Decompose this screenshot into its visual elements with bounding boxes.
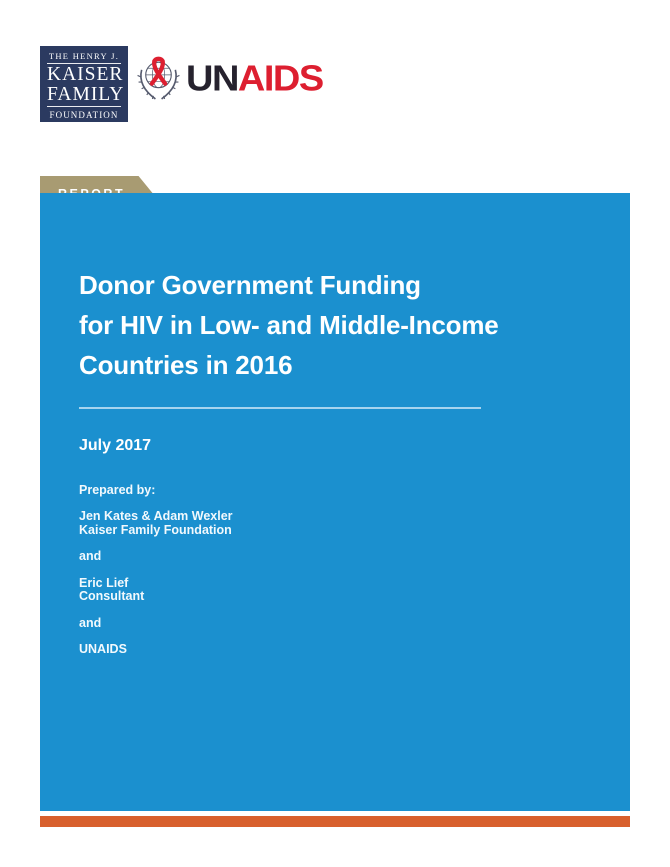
- author-name: Jen Kates & Adam Wexler: [79, 509, 233, 523]
- publication-date: July 2017: [79, 437, 152, 454]
- page-title-line-1: Donor Government Funding: [79, 270, 421, 300]
- title-divider: [79, 407, 481, 409]
- author-block-kff: [79, 510, 590, 537]
- kff-logo: [40, 46, 128, 122]
- author-affiliation: Kaiser Family Foundation: [79, 522, 232, 537]
- page-title: [79, 265, 590, 385]
- kff-logo-line-henry: THE HENRY J.: [47, 51, 121, 64]
- connector-text: and: [79, 549, 102, 563]
- unaids-wordmark: [186, 55, 323, 103]
- cover-panel: [40, 193, 630, 811]
- unaids-wordmark-un: UN: [186, 58, 238, 100]
- author-block-lief: [79, 577, 590, 604]
- author-name: UNAIDS: [79, 642, 127, 656]
- prepared-by-label: Prepared by:: [79, 483, 156, 497]
- unaids-wordmark-aids: AIDS: [237, 58, 323, 100]
- kff-logo-line-family: FAMILY: [47, 83, 125, 105]
- kff-logo-line-kaiser: KAISER: [47, 64, 124, 85]
- connector-text: and: [79, 615, 102, 630]
- author-block-unaids: [79, 643, 590, 657]
- author-affiliation: Consultant: [79, 589, 145, 603]
- page-title-line-2: for HIV in Low- and Middle-Income: [79, 310, 499, 340]
- kff-logo-line-foundation: FOUNDATION: [47, 106, 121, 120]
- unaids-logo: [135, 53, 323, 105]
- author-name: Eric Lief: [79, 575, 129, 590]
- page-title-line-3: Countries in 2016: [79, 350, 293, 380]
- unaids-ribbon-globe-icon: [135, 54, 182, 104]
- footer-accent-bar: [40, 816, 630, 827]
